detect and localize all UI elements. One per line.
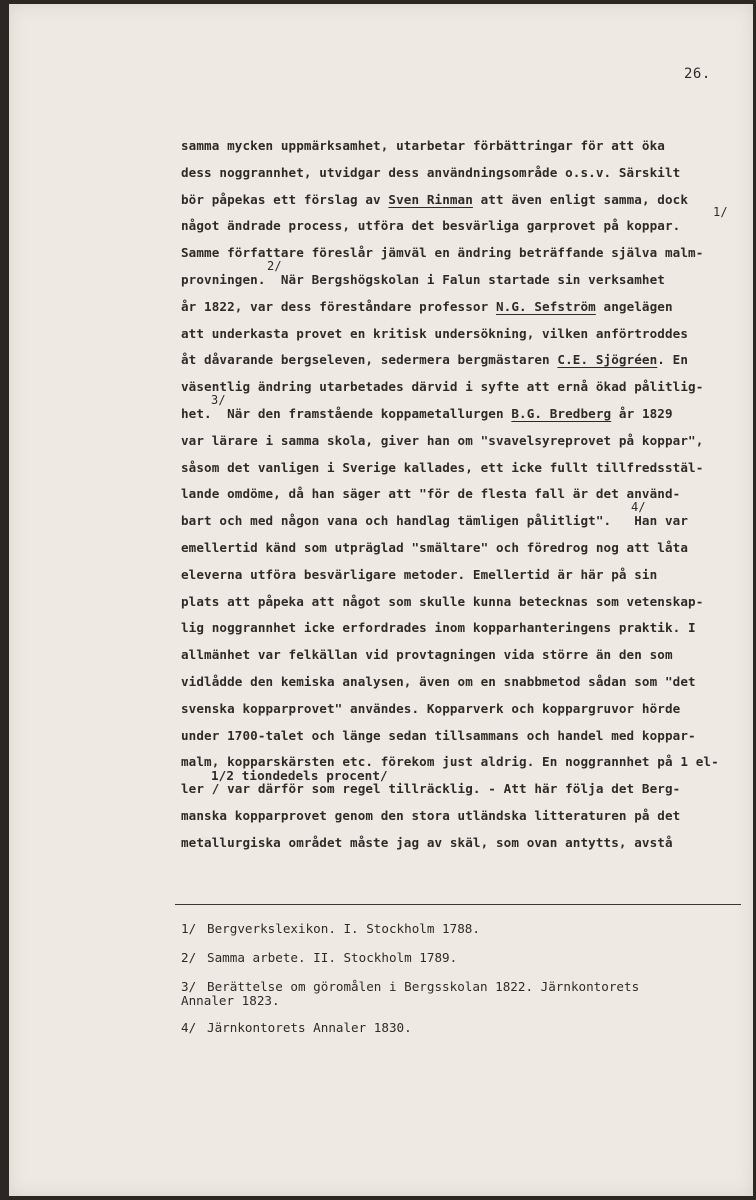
text-line: 1/2 tiondedels procent/ ler / var därför som regel tillräcklig. - Att här följa det Berg- (181, 768, 681, 797)
text-line: eleverna utföra besvärligare metoder. Emellertid är här på sin (181, 566, 658, 582)
text-line: manska kopparprovet genom den stora utländska litteraturen på det (181, 807, 681, 823)
text-line: emellertid känd som utpräglad "smältare" och föredrog nog att låta (181, 539, 689, 555)
handwritten-insertion: 1/2 tiondedels procent/ (211, 768, 388, 784)
text-line: såsom det vanligen i Sverige kallades, ett icke fullt tillfredsstäl- (181, 459, 704, 475)
text-line: plats att påpeka att något som skulle kunna betecknas som vetenskap- (181, 593, 704, 609)
text-line: under 1700-talet och länge sedan tillsammans och handel med koppar- (181, 727, 696, 743)
text-line: het. När den framstående koppametallurgen B.G. Bredberg år 1829 3/ (181, 392, 673, 421)
text-line: något ändrade process, utföra det besvärliga garprovet på koppar. 1/ (181, 205, 728, 234)
footnote: 1/ Bergverkslexikon. I. Stockholm 1788. (181, 921, 480, 936)
footnote-separator (175, 904, 741, 905)
text-line: allmänhet var felkällan vid provtagningen vida större än den som (181, 647, 673, 663)
text-line: år 1822, var dess föreståndare professor N.G. Sefström angelägen (181, 298, 673, 314)
underlined-name-bredberg: B.G. Bredberg (511, 405, 612, 421)
text-line: bart och med någon vana och handlag tämligen pålitligt". Han var 4/ (181, 500, 689, 529)
underlined-name-sefstrom: N.G. Sefström (495, 298, 596, 314)
text-line: lig noggrannhet icke erfordrades inom kopparhanteringens praktik. I (181, 620, 696, 636)
text-line: lande omdöme, då han säger att "för de flesta fall är det använd- (181, 486, 681, 502)
footnotes (181, 922, 741, 1050)
page-number: 26. (684, 66, 711, 82)
footnote-mark: 1/ (713, 205, 728, 220)
text-line: vidlådde den kemiska analysen, även om en snabbmetod sådan som "det (181, 673, 696, 689)
text-line: dess noggrannhet, utvidgar dess användningsområde o.s.v. Särskilt (181, 164, 681, 180)
text-line: att underkasta provet en kritisk undersökning, vilken anförtroddes (181, 325, 689, 341)
footnote: 3/ Berättelse om göromålen i Bergsskolan 1822. Järnkontorets Annaler 1823. (181, 979, 640, 1008)
text-line: metallurgiska området måste jag av skäl, som ovan antytts, avstå (181, 834, 673, 850)
underlined-name-sjogreen: C.E. Sjögréen (557, 352, 658, 368)
footnote-mark: 3/ (211, 392, 226, 407)
text-line: samma mycken uppmärksamhet, utarbetar förbättringar för att öka (181, 138, 665, 153)
text-line: provningen. När Bergshögskolan i Falun startade sin verksamhet 2/ (181, 258, 665, 287)
underlined-name-rinman: Sven Rinman (388, 191, 473, 207)
footnote-mark: 4/ (631, 500, 646, 515)
footnote-mark: 2/ (267, 258, 282, 273)
text-line: Samme författare föreslår jämväl en ändring beträffande själva malm- (181, 245, 704, 261)
document-page (9, 4, 753, 1196)
text-line: svenska kopparprovet" användes. Kopparverk och koppargruvor hörde (181, 700, 681, 716)
text-line: malm, kopparskärsten etc. förekom just aldrig. En noggrannhet på 1 el- (181, 754, 719, 770)
text-line: var lärare i samma skola, giver han om "svavelsyreprovet på koppar", (181, 432, 704, 448)
text-line: bör påpekas ett förslag av Sven Rinman att även enligt samma, dock (181, 191, 689, 207)
footnote: 4/ Järnkontorets Annaler 1830. (181, 1020, 412, 1035)
text-line: väsentlig ändring utarbetades därvid i syfte att ernå ökad pålitlig- (181, 379, 704, 395)
footnote: 2/ Samma arbete. II. Stockholm 1789. (181, 950, 458, 965)
text-line: åt dåvarande bergseleven, sedermera bergmästaren C.E. Sjögréen. En (181, 352, 689, 368)
body-text (181, 137, 741, 861)
